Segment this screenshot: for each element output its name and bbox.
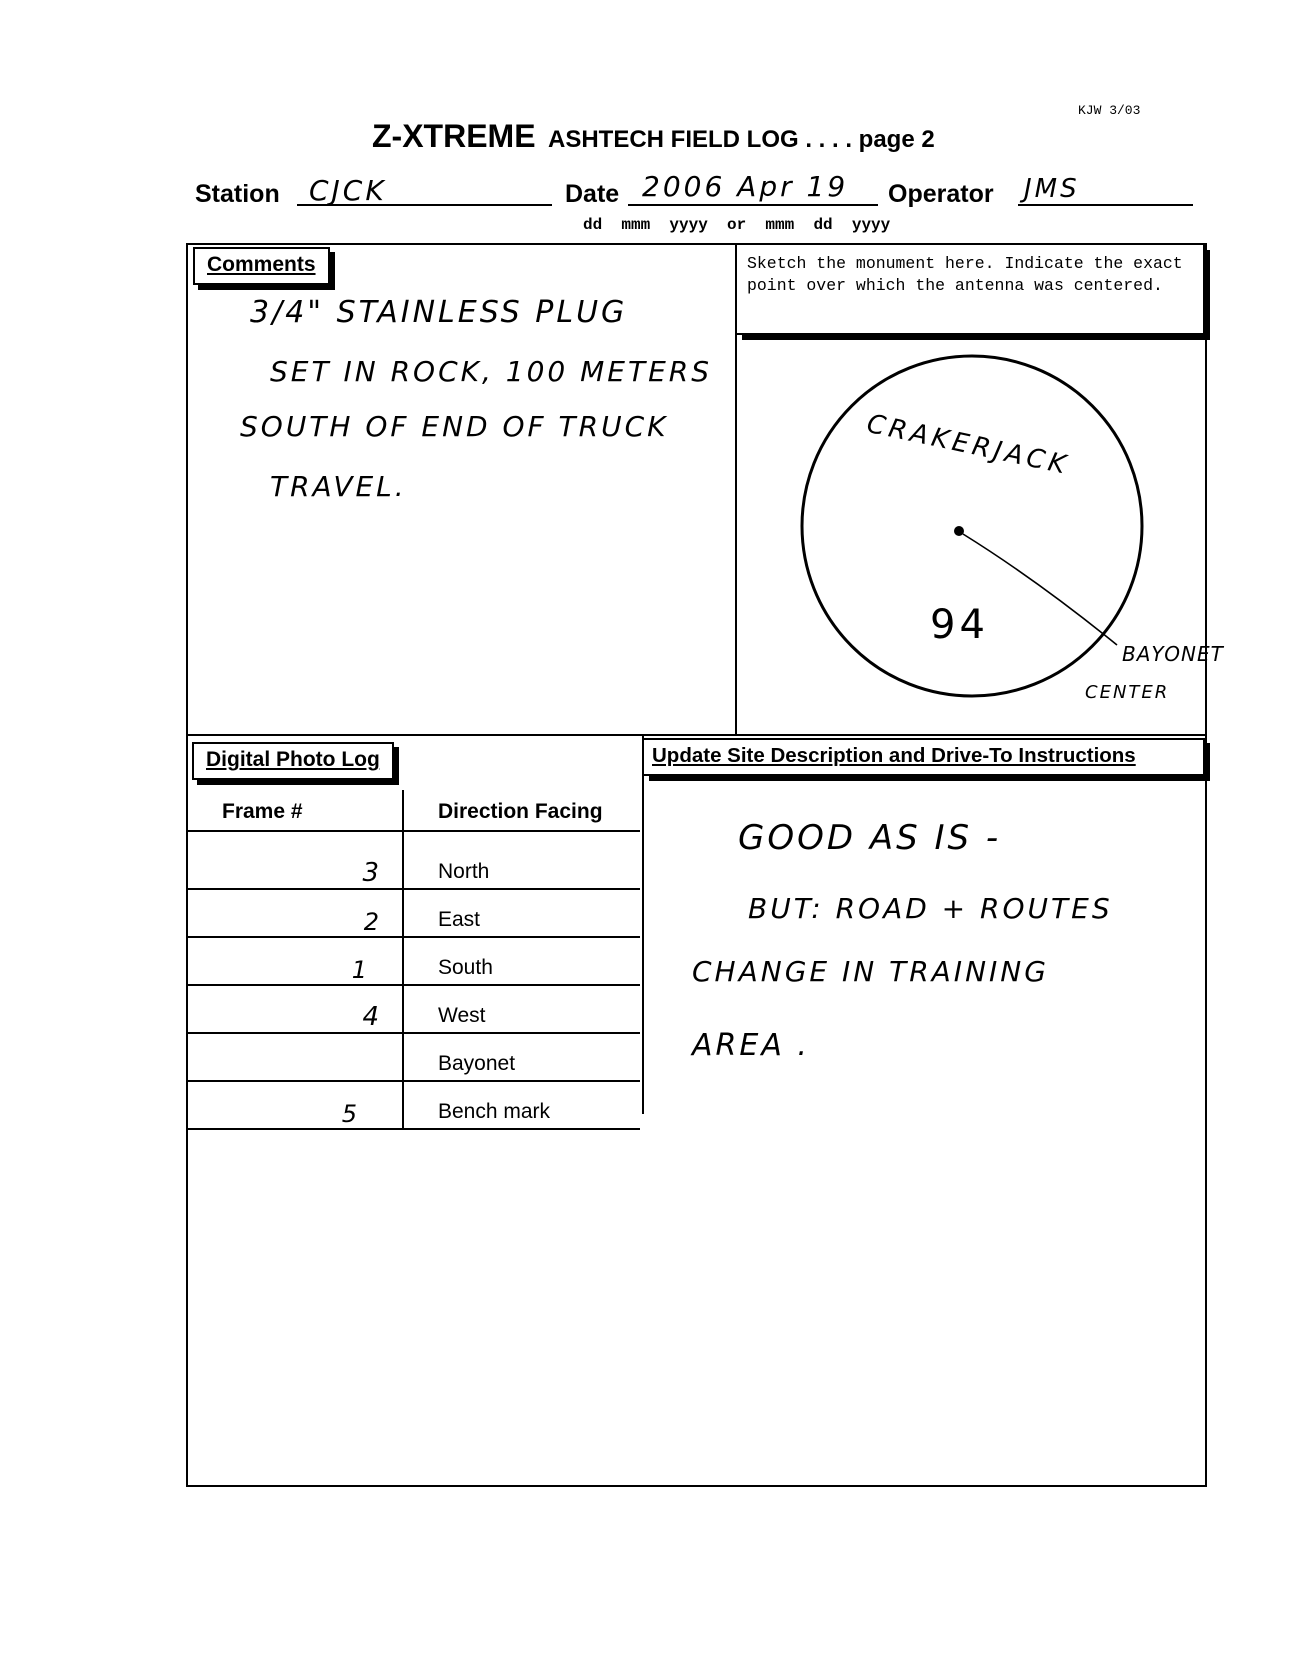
direction-cell: West <box>403 985 640 1033</box>
station-field[interactable] <box>297 174 552 206</box>
operator-label: Operator <box>888 180 994 208</box>
form-title <box>372 118 935 155</box>
comment-line: 3/4" STAINLESS PLUG <box>250 295 628 330</box>
circle-number: 94 <box>930 602 989 648</box>
update-line: AREA . <box>692 1028 810 1063</box>
frame-value: 1 <box>351 956 370 984</box>
form-reference-code: KJW 3/03 <box>1078 103 1141 118</box>
frame-cell[interactable] <box>188 831 403 889</box>
photo-log-heading: Digital Photo Log <box>192 742 394 780</box>
comment-line: TRAVEL. <box>270 470 407 503</box>
comments-area[interactable] <box>190 295 730 725</box>
comment-line: SOUTH OF END OF TRUCK <box>240 410 669 443</box>
photo-log-table <box>188 790 640 1130</box>
frame-value: 2 <box>363 908 382 936</box>
direction-cell: North <box>403 831 640 889</box>
monument-sketch <box>737 340 1205 732</box>
callout-line1: BAYONET <box>1122 642 1224 666</box>
station-value: CJCK <box>309 174 387 207</box>
frame-value: 5 <box>341 1100 360 1128</box>
update-line: CHANGE IN TRAINING <box>692 955 1049 988</box>
date-field[interactable] <box>628 170 878 206</box>
date-value: 2006 Apr 19 <box>642 170 849 203</box>
date-format-hint: dd mmm yyyy or mmm dd yyyy <box>583 216 891 234</box>
direction-cell: Bayonet <box>403 1033 640 1081</box>
section-divider <box>186 734 1207 736</box>
operator-field[interactable] <box>1018 174 1193 206</box>
direction-cell: Bench mark <box>403 1081 640 1129</box>
frame-value: 4 <box>362 1002 382 1032</box>
sketch-instructions: Sketch the monument here. Indicate the exact point over which the antenna was centered. <box>747 254 1183 295</box>
update-heading: Update Site Description and Drive-To Instructions <box>644 738 1205 776</box>
photo-log-divider <box>642 736 644 1114</box>
table-row <box>188 1081 640 1129</box>
table-row <box>188 937 640 985</box>
table-row <box>188 1033 640 1081</box>
update-notes-area[interactable] <box>650 800 1200 1100</box>
col-direction-header: Direction Facing <box>403 790 640 831</box>
date-label: Date <box>565 180 620 208</box>
frame-cell[interactable] <box>188 1081 403 1129</box>
direction-cell: South <box>403 937 640 985</box>
frame-value: 3 <box>362 858 382 888</box>
comments-heading: Comments <box>193 247 330 285</box>
table-row <box>188 985 640 1033</box>
col-frame-header: Frame # <box>188 790 403 831</box>
update-line: BUT: ROAD + ROUTES <box>748 892 1113 925</box>
form-title-brand: Z-XTREME <box>372 118 536 154</box>
callout-line2: CENTER <box>1085 682 1170 703</box>
comment-line: SET IN ROCK, 100 METERS <box>270 355 712 388</box>
direction-cell: East <box>403 889 640 937</box>
frame-cell[interactable] <box>188 1033 403 1081</box>
frame-cell[interactable] <box>188 985 403 1033</box>
frame-cell[interactable] <box>188 889 403 937</box>
circle-top-text: CRAKERJACK <box>864 408 1073 482</box>
station-label: Station <box>195 180 280 208</box>
form-title-rest: ASHTECH FIELD LOG . . . . page 2 <box>548 126 935 153</box>
antenna-center-point <box>954 526 964 536</box>
update-line: GOOD AS IS - <box>738 818 1002 858</box>
table-row <box>188 831 640 889</box>
frame-cell[interactable] <box>188 937 403 985</box>
sketch-area[interactable] <box>737 340 1224 732</box>
table-row <box>188 889 640 937</box>
sketch-instructions-box <box>737 245 1205 335</box>
photo-log-header-row <box>188 790 640 831</box>
operator-value: JMS <box>1024 174 1080 204</box>
